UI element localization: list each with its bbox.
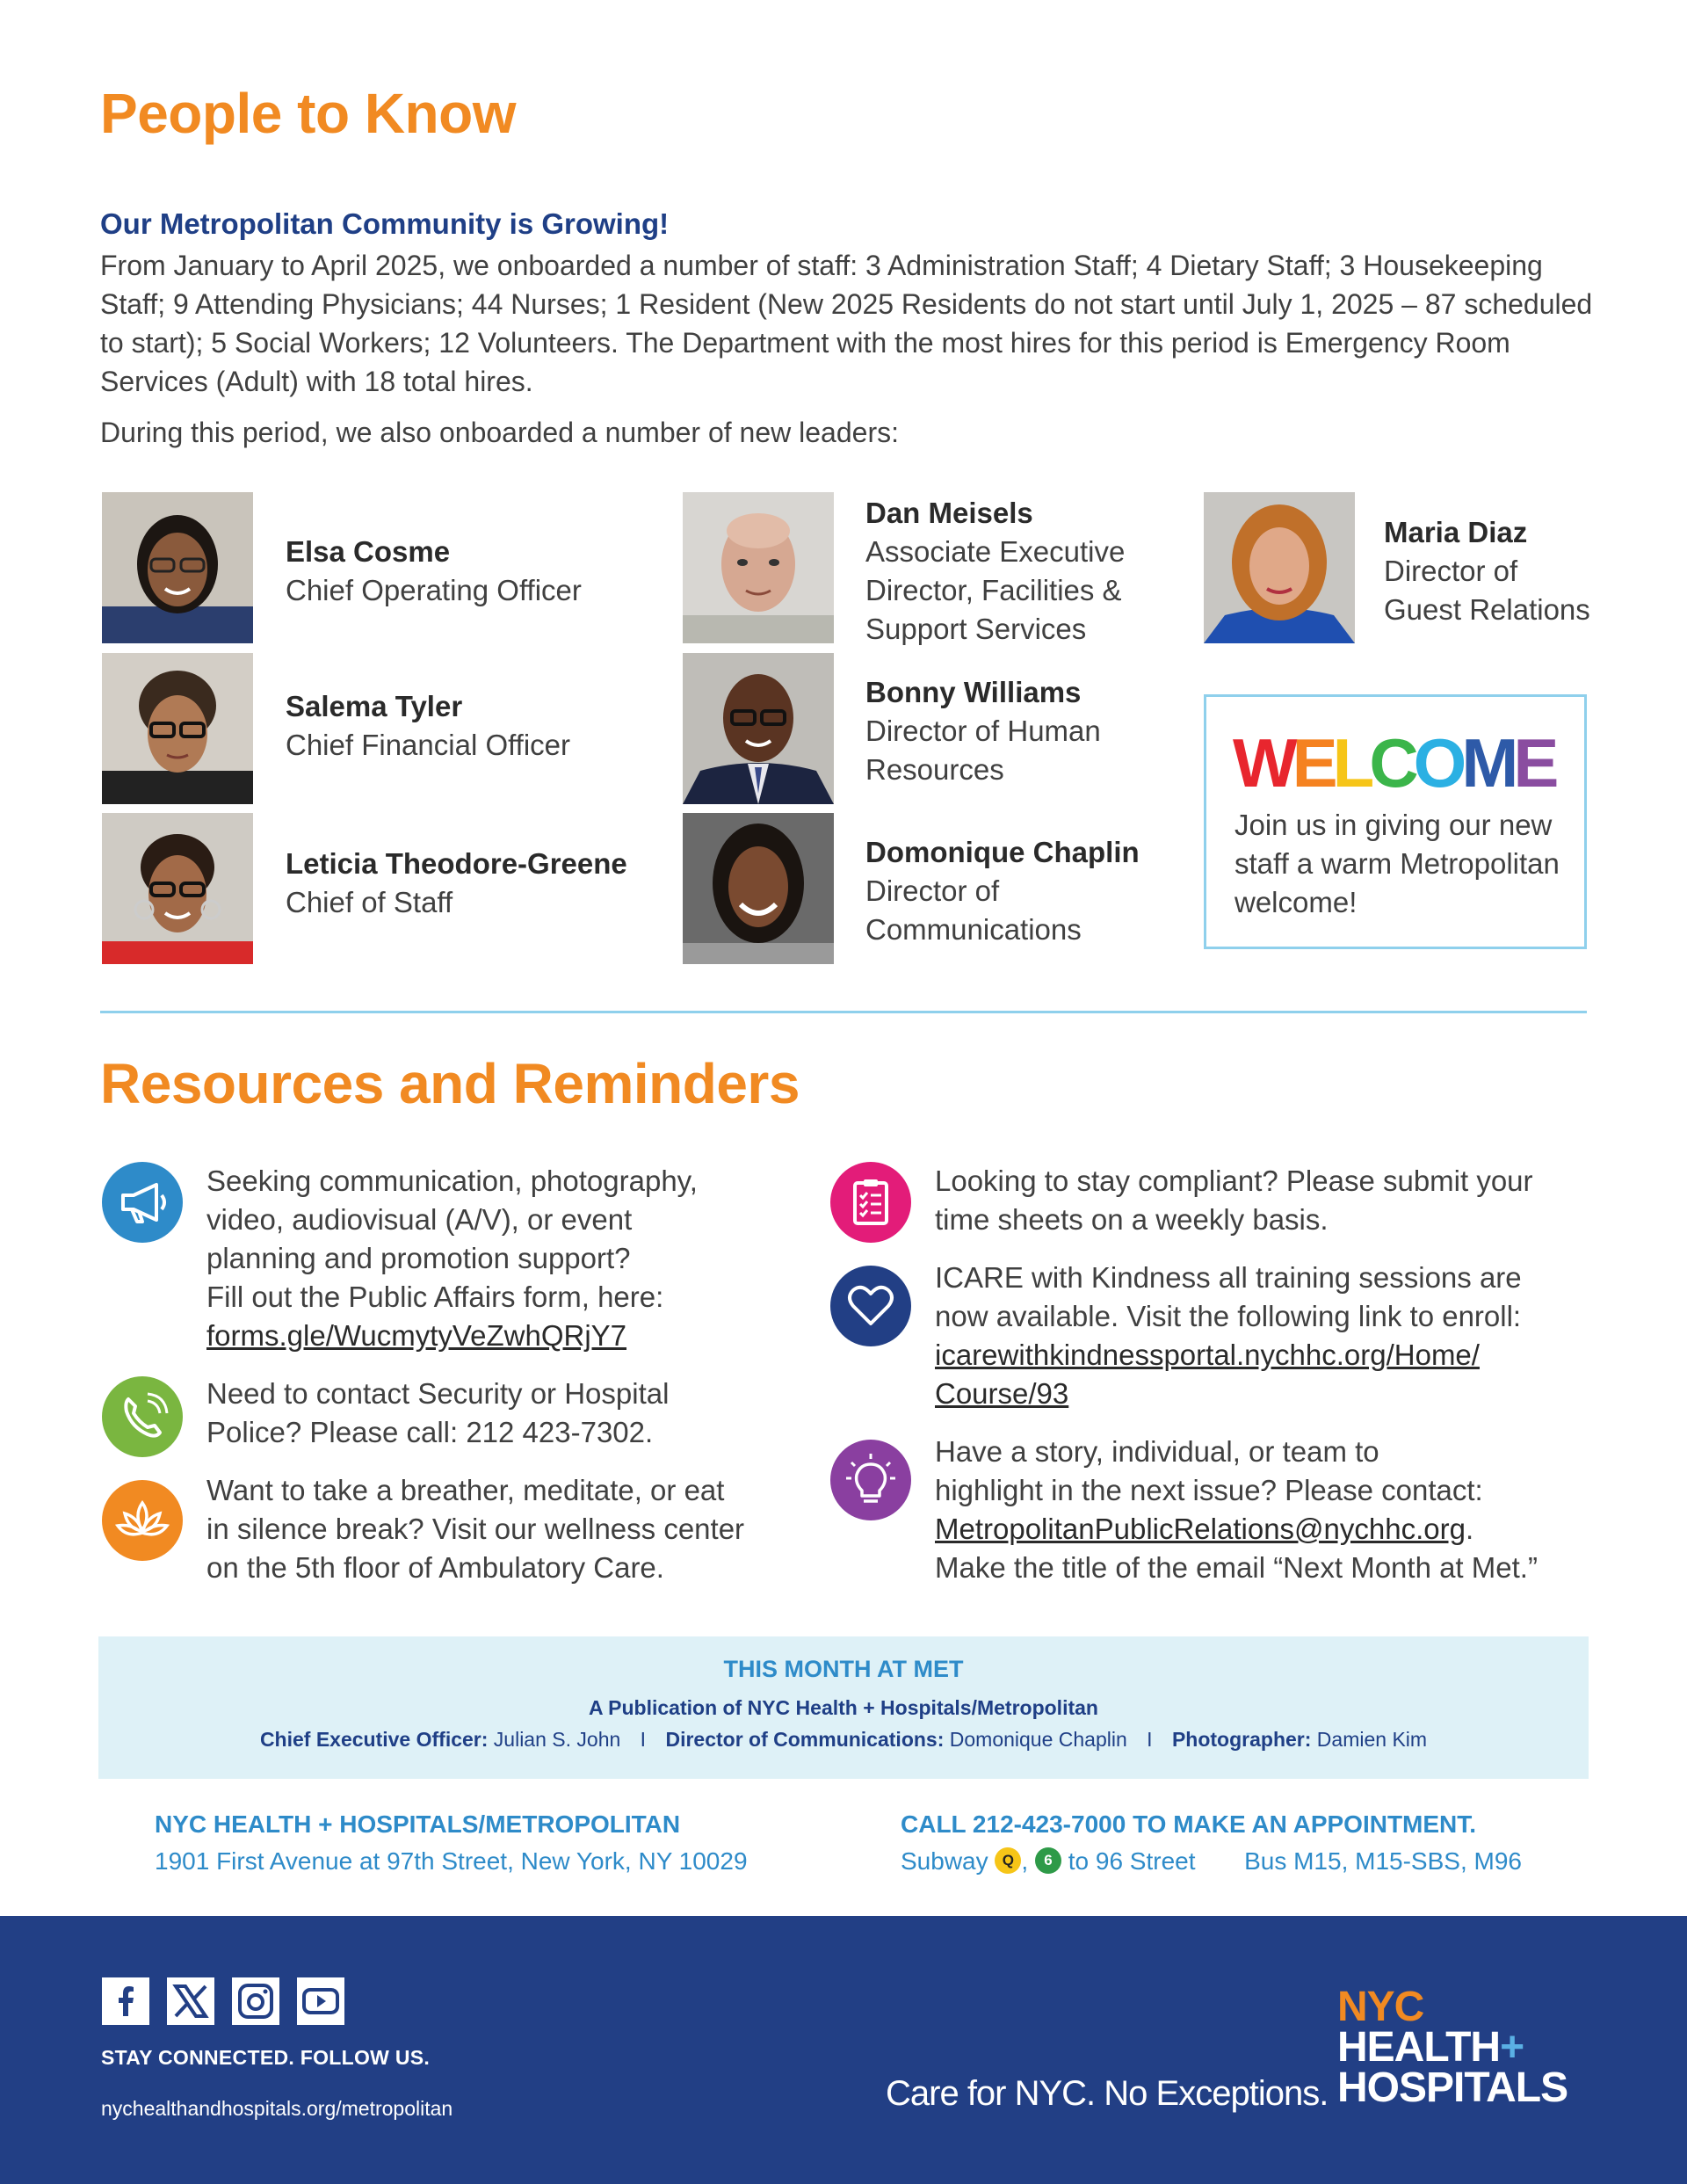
resource-line: now available. Visit the following link to enroll: [935, 1300, 1522, 1332]
website-link[interactable]: nychealthandhospitals.org/metropolitan [101, 2097, 453, 2120]
people-heading: People to Know [100, 82, 516, 145]
leader-elsa-cosme [286, 533, 582, 610]
resource-compliance [935, 1162, 1533, 1239]
logo-plus: + [1500, 2024, 1524, 2071]
heart-icon [830, 1266, 911, 1346]
subway-stop: to 96 Street [1068, 1847, 1196, 1875]
leader-salema-tyler [286, 687, 570, 765]
leader-title-line: Resources [865, 753, 1004, 786]
megaphone-icon [102, 1162, 183, 1243]
leader-maria-diaz [1384, 513, 1590, 629]
photo-bonny-williams [683, 653, 834, 804]
welcome-box [1204, 694, 1587, 949]
resource-line: on the 5th floor of Ambulatory Care. [206, 1551, 664, 1584]
resource-line: Make the title of the email “Next Month at Met.” [935, 1551, 1538, 1584]
leader-name: Dan Meisels [865, 497, 1033, 529]
comms-name: Domonique Chaplin [949, 1728, 1127, 1751]
resource-line: video, audiovisual (A/V), or event [206, 1203, 633, 1236]
youtube-icon[interactable] [297, 1977, 344, 2025]
resource-line: time sheets on a weekly basis. [935, 1203, 1329, 1236]
resource-line: Seeking communication, photography, [206, 1165, 698, 1197]
logo-health-text: HEALTH [1337, 2024, 1501, 2071]
welcome-letter: E [1513, 724, 1554, 802]
resource-line: Want to take a breather, meditate, or eat [206, 1474, 725, 1506]
photo-domonique-chaplin [683, 813, 834, 964]
comms-label: Director of Communications: [665, 1728, 945, 1751]
leader-name: Bonny Williams [865, 676, 1082, 708]
separator: I [1147, 1728, 1153, 1751]
transit-info: Subway Q , 6 to 96 Street Bus M15, M15-SBS, M96 [901, 1847, 1522, 1875]
phone-icon [102, 1376, 183, 1457]
leader-name: Elsa Cosme [286, 535, 451, 568]
stay-connected: STAY CONNECTED. FOLLOW US. [101, 2046, 431, 2069]
photo-maria-diaz [1204, 492, 1355, 643]
leader-dan-meisels [865, 494, 1125, 649]
hospital-name: NYC HEALTH + HOSPITALS/METROPOLITAN [155, 1810, 681, 1838]
leader-title-line: Director of [1384, 555, 1518, 587]
subway-6-icon: 6 [1035, 1847, 1061, 1874]
resource-line: highlight in the next issue? Please contact: [935, 1474, 1483, 1506]
people-intro: From January to April 2025, we onboarded a number of staff: 3 Administration Staff; 4 Dietary Staff; 3 Housekeeping Staff; 9 Attending Physicians; 44 Nurses; 1 Resident (New 2025 Residents do not start until July 1, 2025 – 87 scheduled to start); 5 Social Workers; 12 Volunteers. The Department with the most hires for this period is Emergency Room Services (Adult) with 18 total hires. [100, 250, 1593, 397]
leader-title-line: Support Services [865, 613, 1087, 645]
leader-leticia-theodore-greene [286, 845, 627, 922]
leader-title-line: Communications [865, 913, 1082, 946]
logo-nyc: NYC [1337, 1984, 1424, 2030]
resource-line: Police? Please call: 212 423-7302. [206, 1416, 654, 1448]
resource-story [935, 1433, 1538, 1587]
welcome-letter: O [1413, 724, 1462, 802]
welcome-letter: E [1292, 724, 1333, 802]
leader-title-line: Director of Human [865, 715, 1101, 747]
welcome-letter: W [1233, 724, 1292, 802]
logo-hospitals: HOSPITALS [1337, 2064, 1568, 2111]
welcome-word [1233, 723, 1553, 803]
resources-heading: Resources and Reminders [100, 1052, 800, 1115]
resource-line: ICARE with Kindness all training sessions are [935, 1261, 1522, 1294]
instagram-icon[interactable] [232, 1977, 279, 2025]
pr-email-link[interactable]: MetropolitanPublicRelations@nychhc.org [935, 1513, 1466, 1545]
subway-q-icon: Q [995, 1847, 1021, 1874]
leader-title-line: Guest Relations [1384, 593, 1590, 626]
section-divider [100, 1011, 1587, 1013]
photographer-label: Photographer: [1171, 1728, 1312, 1751]
hospital-address: 1901 First Avenue at 97th Street, New York, NY 10029 [155, 1847, 748, 1875]
icare-link-line2[interactable]: Course/93 [935, 1377, 1069, 1410]
appointment-call: CALL 212-423-7000 TO MAKE AN APPOINTMENT. [901, 1810, 1477, 1838]
resource-line: Need to contact Security or Hospital [206, 1377, 670, 1410]
photo-leticia-theodore-greene [102, 813, 253, 964]
footer [0, 1916, 1687, 2184]
leader-title: Chief of Staff [286, 886, 453, 918]
welcome-text: Join us in giving our new staff a warm Metropolitan welcome! [1234, 809, 1560, 918]
period: . [1465, 1513, 1474, 1545]
resource-icare [935, 1259, 1522, 1413]
resource-line: planning and promotion support? [206, 1242, 631, 1274]
welcome-letter: M [1461, 724, 1514, 802]
logo-health [1337, 2024, 1524, 2071]
resource-line: Looking to stay compliant? Please submit your [935, 1165, 1533, 1197]
publication-subtitle: A Publication of NYC Health + Hospitals/Metropolitan [589, 1696, 1098, 1719]
facebook-icon[interactable] [102, 1977, 149, 2025]
photo-salema-tyler [102, 653, 253, 804]
leader-title-line: Director, Facilities & [865, 574, 1122, 606]
people-subheading: Our Metropolitan Community is Growing! [100, 207, 670, 240]
leader-name: Leticia Theodore-Greene [286, 847, 627, 880]
photo-elsa-cosme [102, 492, 253, 643]
publication-box [98, 1636, 1589, 1779]
leader-title-line: Director of [865, 874, 1000, 907]
leader-name: Domonique Chaplin [865, 836, 1140, 868]
tagline: Care for NYC. No Exceptions. [886, 2074, 1329, 2113]
lightbulb-icon [830, 1440, 911, 1520]
resource-communications [206, 1162, 698, 1355]
resource-line: in silence break? Visit our wellness center [206, 1513, 745, 1545]
welcome-letter: L [1332, 724, 1370, 802]
leader-title: Chief Financial Officer [286, 729, 571, 761]
resource-wellness [206, 1471, 744, 1587]
leader-bonny-williams [865, 673, 1101, 789]
bus-info: Bus M15, M15-SBS, M96 [1244, 1847, 1522, 1875]
publication-title: THIS MONTH AT MET [723, 1656, 964, 1682]
leader-name: Salema Tyler [286, 690, 463, 722]
subway-label: Subway [901, 1847, 988, 1875]
publication-credits [98, 1728, 1589, 1752]
x-twitter-icon[interactable] [167, 1977, 214, 2025]
ceo-name: Julian S. John [493, 1728, 621, 1751]
public-affairs-form-link[interactable]: forms.gle/WucmytyVeZwhQRjY7 [206, 1319, 627, 1352]
resource-security [206, 1375, 669, 1452]
ceo-label: Chief Executive Officer: [259, 1728, 489, 1751]
icare-link-line1[interactable]: icarewithkindnessportal.nychhc.org/Home/ [935, 1339, 1480, 1371]
resource-line: Fill out the Public Affairs form, here: [206, 1281, 664, 1313]
leader-domonique-chaplin [865, 833, 1140, 949]
people-intro2: During this period, we also onboarded a number of new leaders: [100, 417, 899, 448]
welcome-letter: C [1369, 724, 1414, 802]
leader-name: Maria Diaz [1384, 516, 1528, 548]
photo-dan-meisels [683, 492, 834, 643]
checklist-icon [830, 1162, 911, 1243]
lotus-icon [102, 1480, 183, 1561]
photographer-name: Damien Kim [1316, 1728, 1428, 1751]
leader-title: Chief Operating Officer [286, 574, 582, 606]
leader-title-line: Associate Executive [865, 535, 1126, 568]
separator: I [640, 1728, 647, 1751]
resource-line: Have a story, individual, or team to [935, 1435, 1379, 1468]
